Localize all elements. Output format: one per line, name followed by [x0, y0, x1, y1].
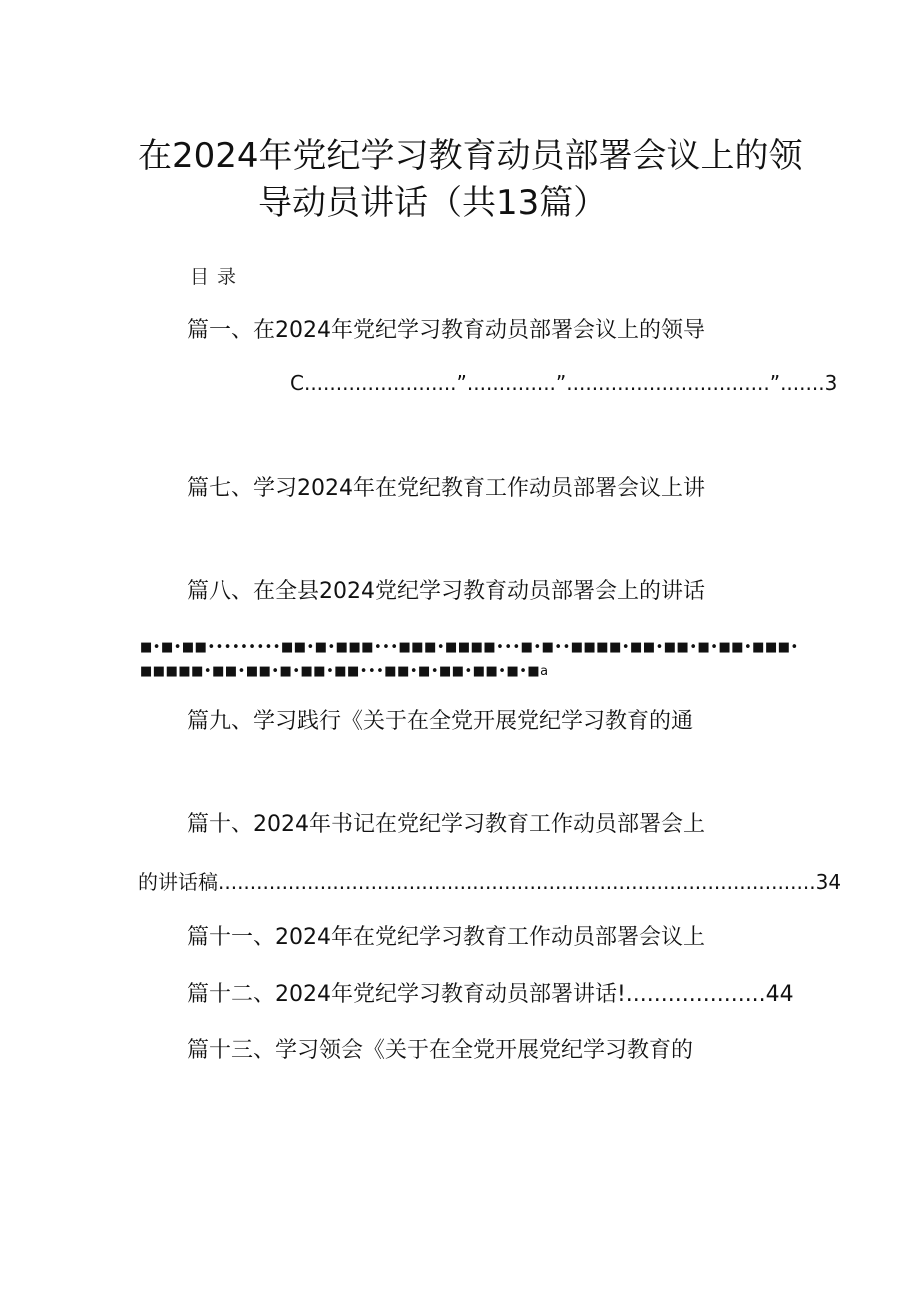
toc-entry-7: 篇七、学习2024年在党纪教育工作动员部署会议上讲 — [187, 476, 705, 501]
toc-entry-9: 篇九、学习践行《关于在全党开展党纪学习教育的通 — [187, 709, 694, 734]
toc-entry-10-continuation: 的讲话稿..............................................................................................34 — [138, 870, 842, 894]
document-title-line-2: 导动员讲话（共13篇） — [258, 183, 608, 223]
toc-entry-1-leader: C........................”..............”................................”.......3 — [290, 371, 838, 395]
document-title-line-1: 在2024年党纪学习教育动员部署会议上的领 — [138, 136, 803, 176]
toc-entry-10: 篇十、2024年书记在党纪学习教育工作动员部署会上 — [187, 812, 705, 837]
toc-entry-11: 篇十一、2024年在党纪学习教育工作动员部署会议上 — [187, 925, 705, 950]
toc-entry-1: 篇一、在2024年党纪学习教育动员部署会议上的领导 — [187, 318, 705, 343]
toc-entry-8-leader-line-1: ■•■•■■•••••••••■■•■•■■■•••■■■•■■■■•••■•■••■■■■•■■•■■•■•■■•■■■• — [140, 640, 799, 655]
toc-entry-12: 篇十二、2024年党纪学习教育动员部署讲话!....................44 — [187, 982, 794, 1007]
toc-entry-13: 篇十三、学习领会《关于在全党开展党纪学习教育的 — [187, 1038, 694, 1063]
toc-entry-8: 篇八、在全县2024党纪学习教育动员部署会上的讲话 — [187, 579, 705, 604]
toc-entry-8-leader-line-2: ■■■■■•■■•■■•■•■■•■■•••■■•■•■■•■■•■•■a — [140, 664, 549, 679]
toc-heading: 目录 — [190, 266, 245, 288]
